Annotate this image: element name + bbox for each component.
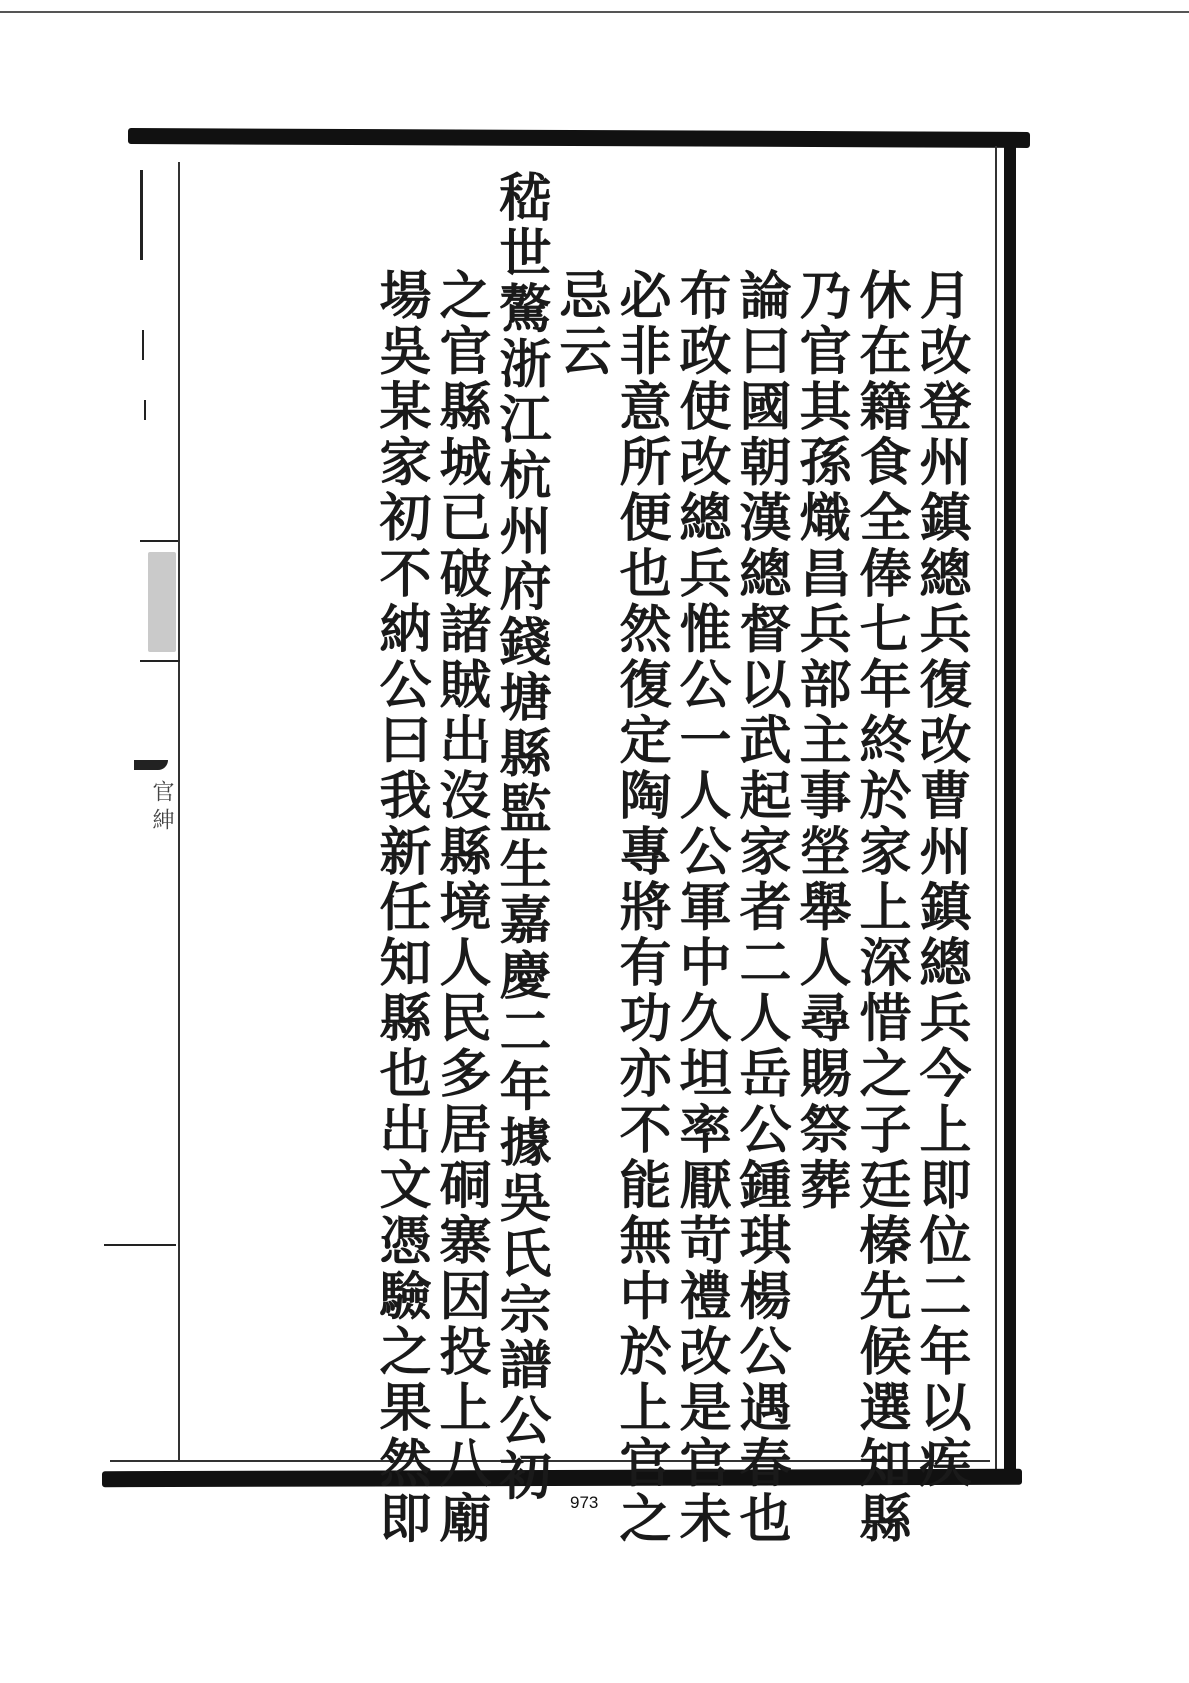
scan-smudge [148, 552, 176, 652]
margin-label: 官紳 [149, 780, 174, 836]
frame-right-inner-line [995, 146, 997, 1476]
text-column-10: 場吳某家初不納公曰我新任知縣也出文憑驗之果然即 [370, 268, 431, 1547]
text-column-2: 休在籍食全俸七年終於家上深惜之子廷榛先候選知縣 [850, 268, 911, 1547]
text-column-1: 月改登州鎮總兵復改曹州鎮總兵今上即位二年以疾 [910, 268, 971, 1492]
text-column-9: 之官縣城已破諸賊出沒縣境人民多居硐寨因投上八廟 [430, 268, 491, 1547]
frame-top-border [128, 128, 1030, 148]
top-rule [0, 11, 1189, 13]
frame-left-inner-line [178, 162, 180, 1462]
text-column-5: 布政使改總兵惟公一人公軍中久坦率厭苛禮改是官未 [670, 268, 731, 1547]
text-column-6: 必非意所便也然復定陶專將有功亦不能無中於上官之 [610, 268, 671, 1547]
text-column-4: 論曰國朝漢總督以武起家者二人岳公鍾琪楊公遇春也 [730, 268, 791, 1547]
text-column-7: 忌云 [550, 268, 611, 380]
text-column-8: 嵇世驁浙江杭州府錢塘縣監生嘉慶二年據吳氏宗譜公初 [490, 170, 551, 1505]
text-column-3: 乃官其孫熾昌兵部主事塋舉人尋賜祭葬 [790, 268, 851, 1214]
frame-right-border [1004, 142, 1016, 1484]
page-number: 973 [570, 1493, 599, 1512]
